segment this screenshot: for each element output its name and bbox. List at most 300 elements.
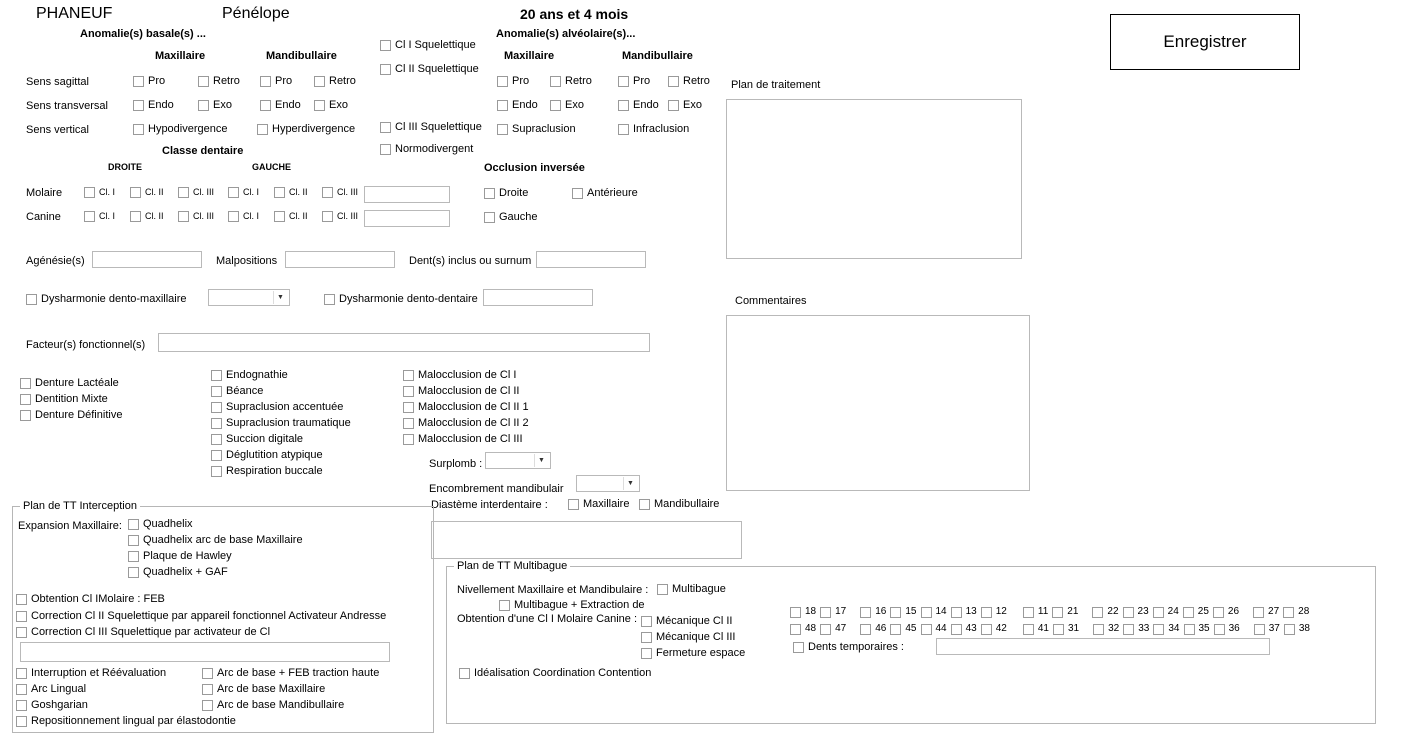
molaire-gauche-cl1-label: Cl. I xyxy=(243,187,260,197)
checkbox-box[interactable] xyxy=(20,410,31,421)
tooth-checkbox-31[interactable] xyxy=(1053,623,1079,635)
checkbox-box[interactable] xyxy=(260,76,271,87)
tooth-label-35: 35 xyxy=(1198,623,1210,634)
tooth-checkbox-36[interactable] xyxy=(1214,623,1240,635)
checkbox-box[interactable] xyxy=(568,499,579,510)
arc-lingual-label: Arc Lingual xyxy=(31,683,87,695)
diasteme-mandibullaire-checkbox[interactable] xyxy=(639,498,719,510)
arc-base-maxillaire-label: Arc de base Maxillaire xyxy=(217,683,326,695)
facteurs-fonctionnels-label: Facteur(s) fonctionnel(s) xyxy=(26,339,146,351)
classe-dentaire-title: Classe dentaire xyxy=(162,145,244,157)
arc-base-mandibullaire-label: Arc de base Mandibullaire xyxy=(217,699,345,711)
tooth-label-37: 37 xyxy=(1268,623,1280,634)
tooth-checkbox-14[interactable] xyxy=(921,606,947,618)
checkbox-box[interactable] xyxy=(890,624,901,635)
tooth-label-34: 34 xyxy=(1168,623,1180,634)
tooth-label-26: 26 xyxy=(1227,606,1240,617)
tooth-checkbox-44[interactable] xyxy=(921,623,947,635)
chevron-down-icon[interactable]: ▼ xyxy=(273,291,287,304)
dentition-mixte-checkbox[interactable] xyxy=(20,393,108,405)
alveolaire-man-exo-label: Exo xyxy=(683,99,702,111)
molaire-note-input[interactable] xyxy=(364,186,450,203)
tooth-label-21: 21 xyxy=(1067,606,1079,617)
obtention-cl1-molaire-feb-checkbox[interactable] xyxy=(16,593,165,605)
checkbox-box[interactable] xyxy=(618,76,629,87)
alveolaire-max-exo-label: Exo xyxy=(565,99,584,111)
checkbox-box[interactable] xyxy=(921,624,932,635)
checkbox-box[interactable] xyxy=(484,212,495,223)
multibague-checkbox[interactable] xyxy=(657,583,726,595)
checkbox-box[interactable] xyxy=(1023,624,1034,635)
checkbox-box[interactable] xyxy=(403,434,414,445)
checkbox-box[interactable] xyxy=(790,607,801,618)
tooth-label-42: 42 xyxy=(995,623,1007,634)
checkbox-box[interactable] xyxy=(274,211,285,222)
checkbox-box[interactable] xyxy=(1183,607,1194,618)
checkbox-box[interactable] xyxy=(380,122,391,133)
basal-section-title: Anomalie(s) basale(s) ... xyxy=(80,28,206,40)
arc-base-feb-traction-haute-checkbox[interactable] xyxy=(202,667,379,679)
checkbox-box[interactable] xyxy=(257,124,268,135)
basal-max-endo-label: Endo xyxy=(148,99,174,111)
checkbox-box[interactable] xyxy=(211,418,222,429)
denture-lacteale-checkbox[interactable] xyxy=(20,377,119,389)
checkbox-box[interactable] xyxy=(484,188,495,199)
basal-man-exo-label: Exo xyxy=(329,99,348,111)
tooth-checkbox-33[interactable] xyxy=(1123,623,1149,635)
beance-checkbox[interactable] xyxy=(211,385,263,397)
checkbox-box[interactable] xyxy=(202,700,213,711)
succion-digitale-checkbox[interactable] xyxy=(211,433,303,445)
deglutition-atypique-label: Déglutition atypique xyxy=(226,449,323,461)
quadhelix-label: Quadhelix xyxy=(143,518,193,530)
canine-gauche-cl3-checkbox[interactable] xyxy=(322,210,358,222)
checkbox-box[interactable] xyxy=(1214,624,1225,635)
tooth-checkbox-11[interactable] xyxy=(1023,606,1048,618)
checkbox-box[interactable] xyxy=(16,668,27,679)
checkbox-box[interactable] xyxy=(1184,624,1195,635)
cl1-squelettique-checkbox[interactable] xyxy=(380,39,476,51)
checkbox-box[interactable] xyxy=(860,624,871,635)
tooth-checkbox-13[interactable] xyxy=(951,606,977,618)
molaire-gauche-cl3-checkbox[interactable] xyxy=(322,186,358,198)
checkbox-box[interactable] xyxy=(211,466,222,477)
checkbox-box[interactable] xyxy=(459,668,470,679)
tooth-label-45: 45 xyxy=(905,623,917,634)
cl2-squelettique-checkbox[interactable] xyxy=(380,63,479,75)
checkbox-box[interactable] xyxy=(128,535,139,546)
molaire-droite-cl1-label: Cl. I xyxy=(99,187,116,197)
arc-base-mandibullaire-checkbox[interactable] xyxy=(202,699,344,711)
arc-base-maxillaire-checkbox[interactable] xyxy=(202,683,325,695)
infraclusion-checkbox[interactable] xyxy=(618,123,689,135)
checkbox-box[interactable] xyxy=(211,386,222,397)
checkbox-box[interactable] xyxy=(1213,607,1224,618)
checkbox-box[interactable] xyxy=(260,100,271,111)
basal-man-pro-checkbox[interactable] xyxy=(260,75,292,87)
basal-max-retro-checkbox[interactable] xyxy=(198,75,240,87)
checkbox-box[interactable] xyxy=(1153,624,1164,635)
quadhelix-gaf-checkbox[interactable] xyxy=(128,566,228,578)
chevron-down-icon[interactable]: ▼ xyxy=(534,454,548,467)
checkbox-box[interactable] xyxy=(128,519,139,530)
commentaires-textarea[interactable] xyxy=(726,315,1030,491)
normodivergent-checkbox[interactable] xyxy=(380,143,473,155)
interruption-reevaluation-checkbox[interactable] xyxy=(16,667,166,679)
checkbox-box[interactable] xyxy=(1284,624,1295,635)
tooth-checkbox-23[interactable] xyxy=(1123,606,1149,618)
alveolaire-max-retro-checkbox[interactable] xyxy=(550,75,592,87)
checkbox-box[interactable] xyxy=(16,684,27,695)
canine-droite-cl1-checkbox[interactable] xyxy=(84,210,115,222)
checkbox-box[interactable] xyxy=(16,611,27,622)
checkbox-box[interactable] xyxy=(133,124,144,135)
checkbox-box[interactable] xyxy=(1093,624,1104,635)
basal-max-endo-checkbox[interactable] xyxy=(133,99,174,111)
checkbox-box[interactable] xyxy=(951,624,962,635)
basal-man-endo-checkbox[interactable] xyxy=(260,99,301,111)
checkbox-box[interactable] xyxy=(16,716,27,727)
checkbox-box[interactable] xyxy=(314,100,325,111)
canine-droite-cl3-checkbox[interactable] xyxy=(178,210,214,222)
alveolaire-man-retro-checkbox[interactable] xyxy=(668,75,710,87)
denture-lacteale-label: Denture Lactéale xyxy=(35,377,119,389)
tooth-checkbox-26[interactable] xyxy=(1213,606,1239,618)
plan-de-traitement-textarea[interactable] xyxy=(726,99,1022,259)
checkbox-box[interactable] xyxy=(618,100,629,111)
canine-droite-cl2-checkbox[interactable] xyxy=(130,210,164,222)
occlusion-gauche-label: Gauche xyxy=(499,211,538,223)
diasteme-mandibullaire-label: Mandibullaire xyxy=(654,498,720,510)
multibague-extraction-checkbox[interactable] xyxy=(499,599,645,611)
checkbox-box[interactable] xyxy=(130,187,141,198)
tooth-checkbox-17[interactable] xyxy=(820,606,846,618)
checkbox-box[interactable] xyxy=(860,607,871,618)
teeth-row-lower xyxy=(790,623,1310,635)
occlusion-droite-checkbox[interactable] xyxy=(484,187,528,199)
tooth-label-13: 13 xyxy=(965,606,977,617)
basal-max-exo-label: Exo xyxy=(213,99,232,111)
molaire-gauche-cl2-checkbox[interactable] xyxy=(274,186,308,198)
checkbox-box[interactable] xyxy=(380,40,391,51)
alveolaire-max-exo-checkbox[interactable] xyxy=(550,99,584,111)
tooth-label-14: 14 xyxy=(935,606,947,617)
checkbox-box[interactable] xyxy=(1023,607,1034,618)
mecanique-cl3-checkbox[interactable] xyxy=(641,631,735,643)
agenesies-input[interactable] xyxy=(92,251,202,268)
tooth-checkbox-18[interactable] xyxy=(790,606,816,618)
tooth-checkbox-22[interactable] xyxy=(1092,606,1118,618)
diasteme-maxillaire-checkbox[interactable] xyxy=(568,498,629,510)
checkbox-box[interactable] xyxy=(1052,607,1063,618)
interception-free-text-input[interactable] xyxy=(20,642,390,662)
checkbox-box[interactable] xyxy=(668,100,679,111)
tooth-checkbox-32[interactable] xyxy=(1093,623,1119,635)
correction-cl3-squelettique-checkbox[interactable] xyxy=(16,626,270,638)
molaire-gauche-cl1-checkbox[interactable] xyxy=(228,186,259,198)
checkbox-box[interactable] xyxy=(324,294,335,305)
fermeture-espace-checkbox[interactable] xyxy=(641,647,745,659)
occlusion-anterieure-checkbox[interactable] xyxy=(572,187,638,199)
supraclusion-checkbox[interactable] xyxy=(497,123,576,135)
repositionnement-lingual-label: Repositionnement lingual par élastodontie xyxy=(31,715,236,727)
cl3-squelettique-label: Cl III Squelettique xyxy=(395,121,482,133)
cl2-squelettique-label: Cl II Squelettique xyxy=(395,63,479,75)
checkbox-box[interactable] xyxy=(130,211,141,222)
checkbox-box[interactable] xyxy=(198,100,209,111)
checkbox-box[interactable] xyxy=(890,607,901,618)
checkbox-box[interactable] xyxy=(403,402,414,413)
checkbox-box[interactable] xyxy=(274,187,285,198)
checkbox-box[interactable] xyxy=(499,600,510,611)
plaque-hawley-checkbox[interactable] xyxy=(128,550,232,562)
checkbox-box[interactable] xyxy=(820,624,831,635)
diasteme-note-input[interactable] xyxy=(431,521,742,559)
canine-note-input[interactable] xyxy=(364,210,450,227)
alveolaire-section-title: Anomalie(s) alvéolaire(s)... xyxy=(496,28,636,40)
basal-max-exo-checkbox[interactable] xyxy=(198,99,232,111)
checkbox-box[interactable] xyxy=(951,607,962,618)
checkbox-box[interactable] xyxy=(1123,607,1134,618)
checkbox-box[interactable] xyxy=(202,684,213,695)
malocclusion-cl2-checkbox[interactable] xyxy=(403,385,520,397)
normodivergent-label: Normodivergent xyxy=(395,143,474,155)
checkbox-box[interactable] xyxy=(133,76,144,87)
basal-man-retro-checkbox[interactable] xyxy=(314,75,356,87)
checkbox-box[interactable] xyxy=(211,450,222,461)
tooth-label-48: 48 xyxy=(805,623,817,634)
checkbox-box[interactable] xyxy=(322,187,333,198)
tooth-label-28: 28 xyxy=(1298,606,1310,617)
endognathie-label: Endognathie xyxy=(226,369,288,381)
checkbox-box[interactable] xyxy=(572,188,583,199)
tooth-checkbox-35[interactable] xyxy=(1184,623,1210,635)
goshgarian-checkbox[interactable] xyxy=(16,699,88,711)
checkbox-box[interactable] xyxy=(981,607,992,618)
checkbox-box[interactable] xyxy=(133,100,144,111)
supraclusion-label: Supraclusion xyxy=(512,123,576,135)
checkbox-box[interactable] xyxy=(1053,624,1064,635)
checkbox-box[interactable] xyxy=(657,584,668,595)
checkbox-box[interactable] xyxy=(20,378,31,389)
tooth-checkbox-45[interactable] xyxy=(890,623,916,635)
tooth-checkbox-41[interactable] xyxy=(1023,623,1049,635)
checkbox-box[interactable] xyxy=(178,211,189,222)
tooth-checkbox-25[interactable] xyxy=(1183,606,1209,618)
checkbox-box[interactable] xyxy=(128,567,139,578)
dysharmonie-dento-maxillaire-select[interactable] xyxy=(208,289,290,306)
checkbox-box[interactable] xyxy=(314,76,325,87)
tooth-checkbox-46[interactable] xyxy=(860,623,886,635)
canine-gauche-cl2-checkbox[interactable] xyxy=(274,210,308,222)
quadhelix-arc-base-max-label: Quadhelix arc de base Maxillaire xyxy=(143,534,303,546)
malocclusion-cl2-1-checkbox[interactable] xyxy=(403,401,529,413)
checkbox-box[interactable] xyxy=(380,144,391,155)
dents-temporaires-input[interactable] xyxy=(936,638,1270,655)
patient-last-name: PHANEUF xyxy=(36,5,113,22)
checkbox-box[interactable] xyxy=(981,624,992,635)
tooth-checkbox-21[interactable] xyxy=(1052,606,1078,618)
checkbox-box[interactable] xyxy=(84,187,95,198)
facteurs-fonctionnels-input[interactable] xyxy=(158,333,650,352)
checkbox-box[interactable] xyxy=(403,370,414,381)
checkbox-box[interactable] xyxy=(16,627,27,638)
checkbox-box[interactable] xyxy=(20,394,31,405)
alveolaire-max-endo-label: Endo xyxy=(512,99,538,111)
checkbox-box[interactable] xyxy=(228,187,239,198)
checkbox-box[interactable] xyxy=(497,76,508,87)
alveolaire-man-pro-checkbox[interactable] xyxy=(618,75,650,87)
alveolaire-man-endo-checkbox[interactable] xyxy=(618,99,659,111)
checkbox-box[interactable] xyxy=(641,616,652,627)
malocclusion-cl2-2-checkbox[interactable] xyxy=(403,417,529,429)
tooth-label-25: 25 xyxy=(1197,606,1209,617)
basal-hyperdivergence-checkbox[interactable] xyxy=(257,123,355,135)
checkbox-box[interactable] xyxy=(403,418,414,429)
supraclusion-traumatique-checkbox[interactable] xyxy=(211,417,351,429)
checkbox-box[interactable] xyxy=(1254,624,1265,635)
occlusion-gauche-checkbox[interactable] xyxy=(484,211,538,223)
molaire-gauche-cl3-label: Cl. III xyxy=(337,187,359,197)
checkbox-box[interactable] xyxy=(639,499,650,510)
checkbox-box[interactable] xyxy=(1153,607,1164,618)
tooth-checkbox-42[interactable] xyxy=(981,623,1007,635)
checkbox-box[interactable] xyxy=(403,386,414,397)
checkbox-box[interactable] xyxy=(1092,607,1103,618)
checkbox-box[interactable] xyxy=(211,434,222,445)
denture-definitive-checkbox[interactable] xyxy=(20,409,122,421)
checkbox-box[interactable] xyxy=(202,668,213,679)
checkbox-box[interactable] xyxy=(497,124,508,135)
correction-cl2-squelettique-checkbox[interactable] xyxy=(16,610,426,622)
repositionnement-lingual-checkbox[interactable] xyxy=(16,715,236,727)
checkbox-box[interactable] xyxy=(26,294,37,305)
dysharmonie-dento-maxillaire-label: Dysharmonie dento-maxillaire xyxy=(41,293,187,305)
checkbox-box[interactable] xyxy=(1283,607,1294,618)
save-button[interactable]: Enregistrer xyxy=(1110,14,1300,70)
malocclusion-cl1-checkbox[interactable] xyxy=(403,369,516,381)
tooth-checkbox-37[interactable] xyxy=(1254,623,1280,635)
respiration-buccale-checkbox[interactable] xyxy=(211,465,323,477)
dents-temporaires-label: Dents temporaires : xyxy=(808,641,904,653)
tooth-checkbox-28[interactable] xyxy=(1283,606,1309,618)
tooth-label-38: 38 xyxy=(1298,623,1310,634)
checkbox-box[interactable] xyxy=(16,700,27,711)
checkbox-box[interactable] xyxy=(211,402,222,413)
chevron-down-icon[interactable]: ▼ xyxy=(623,477,637,490)
tooth-label-23: 23 xyxy=(1137,606,1149,617)
encombrement-mandibulaire-select[interactable] xyxy=(576,475,640,492)
basal-max-pro-checkbox[interactable] xyxy=(133,75,165,87)
checkbox-box[interactable] xyxy=(84,211,95,222)
checkbox-box[interactable] xyxy=(228,211,239,222)
checkbox-box[interactable] xyxy=(322,211,333,222)
dysharmonie-dento-maxillaire-checkbox[interactable] xyxy=(26,293,187,305)
mecanique-cl2-checkbox[interactable] xyxy=(641,615,732,627)
dentition-mixte-label: Dentition Mixte xyxy=(35,393,108,405)
cl3-squelettique-checkbox[interactable] xyxy=(380,121,482,133)
checkbox-box[interactable] xyxy=(211,370,222,381)
tooth-checkbox-24[interactable] xyxy=(1153,606,1179,618)
deglutition-atypique-checkbox[interactable] xyxy=(211,449,323,461)
arc-lingual-checkbox[interactable] xyxy=(16,683,86,695)
checkbox-box[interactable] xyxy=(1123,624,1134,635)
checkbox-box[interactable] xyxy=(550,100,561,111)
checkbox-box[interactable] xyxy=(16,594,27,605)
arc-base-feb-traction-haute-label: Arc de base + FEB traction haute xyxy=(217,667,380,679)
supraclusion-traumatique-label: Supraclusion traumatique xyxy=(226,417,351,429)
canine-gauche-cl1-checkbox[interactable] xyxy=(228,210,259,222)
dents-inclus-input[interactable] xyxy=(536,251,646,268)
tooth-checkbox-48[interactable] xyxy=(790,623,816,635)
checkbox-box[interactable] xyxy=(921,607,932,618)
tooth-checkbox-16[interactable] xyxy=(860,606,886,618)
canine-gauche-cl3-label: Cl. III xyxy=(337,211,359,221)
tooth-checkbox-47[interactable] xyxy=(820,623,846,635)
alveolaire-max-pro-checkbox[interactable] xyxy=(497,75,529,87)
checkbox-box[interactable] xyxy=(790,624,801,635)
molaire-droite-cl3-label: Cl. III xyxy=(193,187,215,197)
basal-row-label-vertical: Sens vertical xyxy=(26,124,89,136)
dents-temporaires-checkbox[interactable] xyxy=(793,641,904,653)
malpositions-input[interactable] xyxy=(285,251,395,268)
molaire-droite-cl1-checkbox[interactable] xyxy=(84,186,115,198)
molaire-droite-cl2-checkbox[interactable] xyxy=(130,186,164,198)
checkbox-box[interactable] xyxy=(793,642,804,653)
dysharmonie-dento-dentaire-input[interactable] xyxy=(483,289,593,306)
checkbox-box[interactable] xyxy=(128,551,139,562)
diasteme-interdentaire-label: Diastème interdentaire : xyxy=(431,499,548,511)
quadhelix-checkbox[interactable] xyxy=(128,518,193,530)
tooth-checkbox-34[interactable] xyxy=(1153,623,1179,635)
checkbox-box[interactable] xyxy=(178,187,189,198)
alveolaire-man-exo-checkbox[interactable] xyxy=(668,99,702,111)
tooth-checkbox-27[interactable] xyxy=(1253,606,1279,618)
quadhelix-arc-base-max-checkbox[interactable] xyxy=(128,534,303,546)
tooth-checkbox-43[interactable] xyxy=(951,623,977,635)
molaire-droite-cl3-checkbox[interactable] xyxy=(178,186,214,198)
tooth-label-31: 31 xyxy=(1068,623,1080,634)
checkbox-box[interactable] xyxy=(198,76,209,87)
checkbox-box[interactable] xyxy=(550,76,561,87)
checkbox-box[interactable] xyxy=(820,607,831,618)
checkbox-box[interactable] xyxy=(668,76,679,87)
checkbox-box[interactable] xyxy=(380,64,391,75)
basal-hypodivergence-checkbox[interactable] xyxy=(133,123,228,135)
endognathie-checkbox[interactable] xyxy=(211,369,288,381)
dysharmonie-dento-dentaire-checkbox[interactable] xyxy=(324,293,478,305)
occlusion-anterieure-label: Antérieure xyxy=(587,187,638,199)
basal-man-exo-checkbox[interactable] xyxy=(314,99,348,111)
idealisation-coordination-contention-checkbox[interactable] xyxy=(459,667,651,679)
alveolaire-man-pro-label: Pro xyxy=(633,75,651,87)
alveolaire-man-retro-label: Retro xyxy=(683,75,710,87)
checkbox-box[interactable] xyxy=(618,124,629,135)
alveolaire-max-endo-checkbox[interactable] xyxy=(497,99,538,111)
tooth-checkbox-12[interactable] xyxy=(981,606,1007,618)
tooth-checkbox-15[interactable] xyxy=(890,606,916,618)
checkbox-box[interactable] xyxy=(641,632,652,643)
checkbox-box[interactable] xyxy=(641,648,652,659)
surplomb-select[interactable] xyxy=(485,452,551,469)
malocclusion-cl3-checkbox[interactable] xyxy=(403,433,523,445)
tooth-checkbox-38[interactable] xyxy=(1284,623,1310,635)
supraclusion-accentuee-checkbox[interactable] xyxy=(211,401,343,413)
checkbox-box[interactable] xyxy=(1253,607,1264,618)
basal-row-label-transversal: Sens transversal xyxy=(26,100,108,112)
encombrement-mandibulaire-label: Encombrement mandibulair xyxy=(429,483,564,495)
checkbox-box[interactable] xyxy=(497,100,508,111)
